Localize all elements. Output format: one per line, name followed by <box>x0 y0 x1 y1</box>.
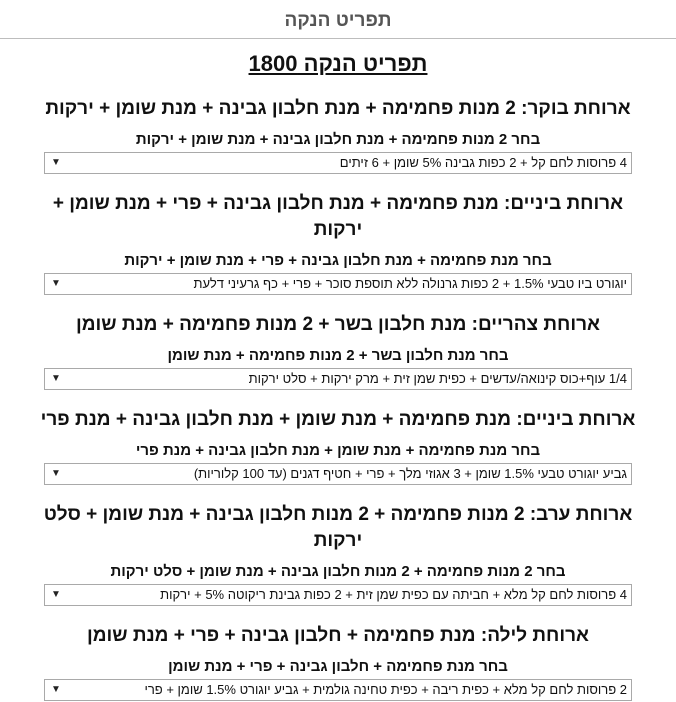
meal-select[interactable] <box>44 584 632 606</box>
selected-option: גביע יוגורט טבעי 1.5% שומן + 3 אגוזי מלך + פרי + חטיף דגנים (עד 100 קלוריות) <box>193 466 627 481</box>
meal-description: מנת פחמימה + מנת שומן + מנת חלבון גבינה + מנת פרי <box>40 409 512 430</box>
selected-option: 2 פרוסות לחם קל מלא + כפית ריבה + כפית טחינה גולמית + גביע יוגורט 1.5% שומן + פרי <box>144 682 627 697</box>
meal-select[interactable] <box>44 273 632 295</box>
meal-label: ארוחת בוקר: <box>521 98 631 119</box>
page-title: תפריט הנקה 1800 <box>248 51 428 76</box>
meal-section-snack-1 <box>40 191 636 295</box>
selected-option: 4 פרוסות לחם קל + 2 כפות גבינה 5% שומן + 6 זיתים <box>339 155 627 170</box>
meal-label: ארוחת ביניים: <box>504 193 624 214</box>
meal-heading <box>40 191 636 243</box>
meal-prompt: בחר 2 מנות פחמימה + 2 מנות חלבון גבינה + מנת שומן + סלט ירקות <box>110 563 566 580</box>
selected-option: 4 פרוסות לחם קל מלא + חביתה עם כפית שמן זית + 2 כפות גבינת ריקוטה 5% + ירקות <box>160 587 627 602</box>
meal-prompt: בחר 2 מנות פחמימה + מנת חלבון גבינה + מנת שומן + ירקות <box>135 131 541 148</box>
meal-prompt: בחר מנת פחמימה + מנת חלבון גבינה + פרי + מנת שומן + ירקות <box>124 252 552 269</box>
meal-description: 2 מנות פחמימה + מנת חלבון גבינה + מנת שומן + ירקות <box>45 98 516 119</box>
meal-section-snack-2 <box>40 407 636 485</box>
meal-section-night <box>40 623 636 701</box>
chevron-down-icon[interactable]: ▼ <box>51 157 61 168</box>
meal-section-dinner <box>40 502 636 606</box>
chevron-down-icon[interactable]: ▼ <box>51 373 61 384</box>
app-title: תפריט הנקה <box>0 0 676 39</box>
meal-description: 2 מנות פחמימה + 2 מנות חלבון גבינה + מנת שומן + סלט ירקות <box>43 504 525 551</box>
chevron-down-icon[interactable]: ▼ <box>51 278 61 289</box>
meal-description: מנת חלבון בשר + 2 מנות פחמימה + מנת שומן <box>76 314 467 335</box>
meal-select[interactable] <box>44 463 632 485</box>
meal-heading <box>40 502 636 554</box>
meal-description: מנת פחמימה + מנת חלבון גבינה + פרי + מנת שומן + ירקות <box>52 193 499 240</box>
meal-heading <box>40 407 636 433</box>
meal-select[interactable] <box>44 152 632 174</box>
meal-prompt: בחר מנת פחמימה + חלבון גבינה + פרי + מנת שומן <box>168 658 508 675</box>
meal-heading <box>40 96 636 122</box>
meal-label: ארוחת צהריים: <box>471 314 600 335</box>
selected-option: יוגורט ביו טבעי 1.5% + 2 כפות גרנולה ללא תוספת סוכר + פרי + כף גרעיני דלעת <box>193 276 627 291</box>
meal-label: ארוחת ערב: <box>529 504 633 525</box>
meal-select[interactable] <box>44 679 632 701</box>
meal-section-breakfast <box>40 96 636 174</box>
chevron-down-icon[interactable]: ▼ <box>51 684 61 695</box>
selected-option: 1/4 עוף+כוס קינואה/עדשים + כפית שמן זית + מרק ירקות + סלט ירקות <box>248 371 627 386</box>
meal-prompt: בחר מנת חלבון בשר + 2 מנות פחמימה + מנת שומן <box>167 347 509 364</box>
meal-label: ארוחת ביניים: <box>516 409 636 430</box>
chevron-down-icon[interactable]: ▼ <box>51 589 61 600</box>
meal-list <box>0 96 676 701</box>
meal-section-lunch <box>40 312 636 390</box>
meal-select[interactable] <box>44 368 632 390</box>
meal-prompt: בחר מנת פחמימה + מנת שומן + מנת חלבון גבינה + מנת פרי <box>135 442 541 459</box>
meal-description: מנת פחמימה + חלבון גבינה + פרי + מנת שומן <box>87 625 476 646</box>
meal-label: ארוחת לילה: <box>480 625 589 646</box>
meal-heading <box>40 312 636 338</box>
meal-heading <box>40 623 636 649</box>
chevron-down-icon[interactable]: ▼ <box>51 468 61 479</box>
